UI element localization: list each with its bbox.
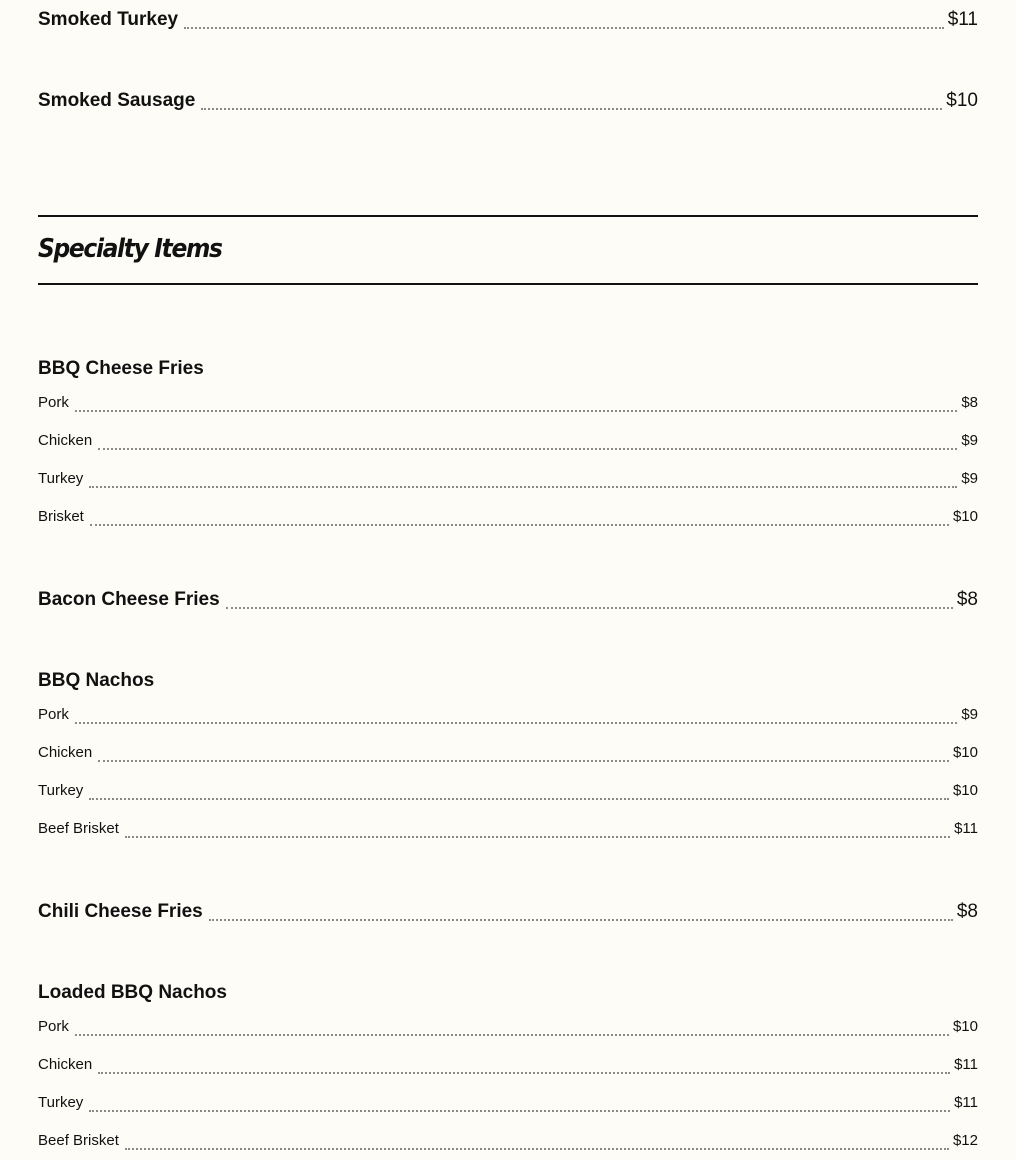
option-price: $10 xyxy=(952,508,978,525)
group-title: BBQ Cheese Fries xyxy=(38,358,204,379)
item-price: $8 xyxy=(956,589,978,610)
option-price: $12 xyxy=(952,1132,978,1149)
dot-leader xyxy=(90,523,949,526)
menu-item-smoked-sausage xyxy=(38,81,978,162)
option-row xyxy=(38,422,978,460)
option-row xyxy=(38,810,978,848)
option-name: Pork xyxy=(38,1018,69,1035)
option-price: $11 xyxy=(954,1056,978,1073)
option-name: Chicken xyxy=(38,432,93,449)
option-row xyxy=(38,734,978,772)
option-price: $9 xyxy=(961,432,978,449)
menu-item-chili-cheese-fries xyxy=(38,892,978,973)
option-price: $11 xyxy=(954,1094,978,1111)
option-name: Pork xyxy=(38,706,69,723)
option-row xyxy=(38,1046,978,1084)
option-name: Beef Brisket xyxy=(38,1132,119,1149)
option-name: Beef Brisket xyxy=(38,820,119,837)
option-price: $10 xyxy=(952,1018,978,1035)
option-row xyxy=(38,498,978,536)
dot-leader xyxy=(201,107,942,110)
dot-leader xyxy=(75,1033,949,1036)
option-name: Chicken xyxy=(38,1056,93,1073)
option-name: Turkey xyxy=(38,1094,84,1111)
option-price: $11 xyxy=(954,820,978,837)
dot-leader xyxy=(226,606,953,609)
option-price: $9 xyxy=(961,470,978,487)
group-loaded-bbq-nachos xyxy=(38,977,978,1160)
option-name: Chicken xyxy=(38,744,93,761)
dot-leader xyxy=(98,1071,950,1074)
group-bbq-nachos xyxy=(38,665,978,848)
dot-leader xyxy=(125,1147,949,1150)
option-row xyxy=(38,384,978,422)
dot-leader xyxy=(98,759,949,762)
item-price: $8 xyxy=(956,901,978,922)
group-chili-cheese-fries xyxy=(38,892,978,973)
option-row xyxy=(38,1122,978,1160)
dot-leader xyxy=(89,1109,950,1112)
option-price: $10 xyxy=(952,744,978,761)
section-title: Specialty Items xyxy=(38,234,222,264)
dot-leader xyxy=(98,447,957,450)
option-row xyxy=(38,460,978,498)
top-items xyxy=(38,0,978,162)
dot-leader xyxy=(209,918,953,921)
option-row xyxy=(38,772,978,810)
dot-leader xyxy=(89,797,949,800)
group-title: Loaded BBQ Nachos xyxy=(38,982,227,1003)
section-header xyxy=(38,215,978,285)
option-name: Turkey xyxy=(38,782,84,799)
item-name: Chili Cheese Fries xyxy=(38,901,203,922)
group-bbq-cheese-fries xyxy=(38,353,978,536)
group-bacon-cheese-fries xyxy=(38,580,978,661)
group-title: BBQ Nachos xyxy=(38,670,155,691)
option-price: $8 xyxy=(961,394,978,411)
item-name: Bacon Cheese Fries xyxy=(38,589,220,610)
dot-leader xyxy=(125,835,950,838)
menu-item-bacon-cheese-fries xyxy=(38,580,978,661)
dot-leader xyxy=(184,26,944,29)
option-price: $9 xyxy=(961,706,978,723)
dot-leader xyxy=(75,721,957,724)
option-name: Turkey xyxy=(38,470,84,487)
option-name: Pork xyxy=(38,394,69,411)
option-price: $10 xyxy=(952,782,978,799)
option-name: Brisket xyxy=(38,508,84,525)
menu-item-smoked-turkey xyxy=(38,0,978,81)
item-price: $11 xyxy=(947,9,978,30)
item-name: Smoked Sausage xyxy=(38,90,196,111)
option-row xyxy=(38,696,978,734)
option-row xyxy=(38,1008,978,1046)
item-name: Smoked Turkey xyxy=(38,9,179,30)
item-price: $10 xyxy=(946,90,978,111)
option-row xyxy=(38,1084,978,1122)
dot-leader xyxy=(75,409,957,412)
dot-leader xyxy=(89,485,957,488)
